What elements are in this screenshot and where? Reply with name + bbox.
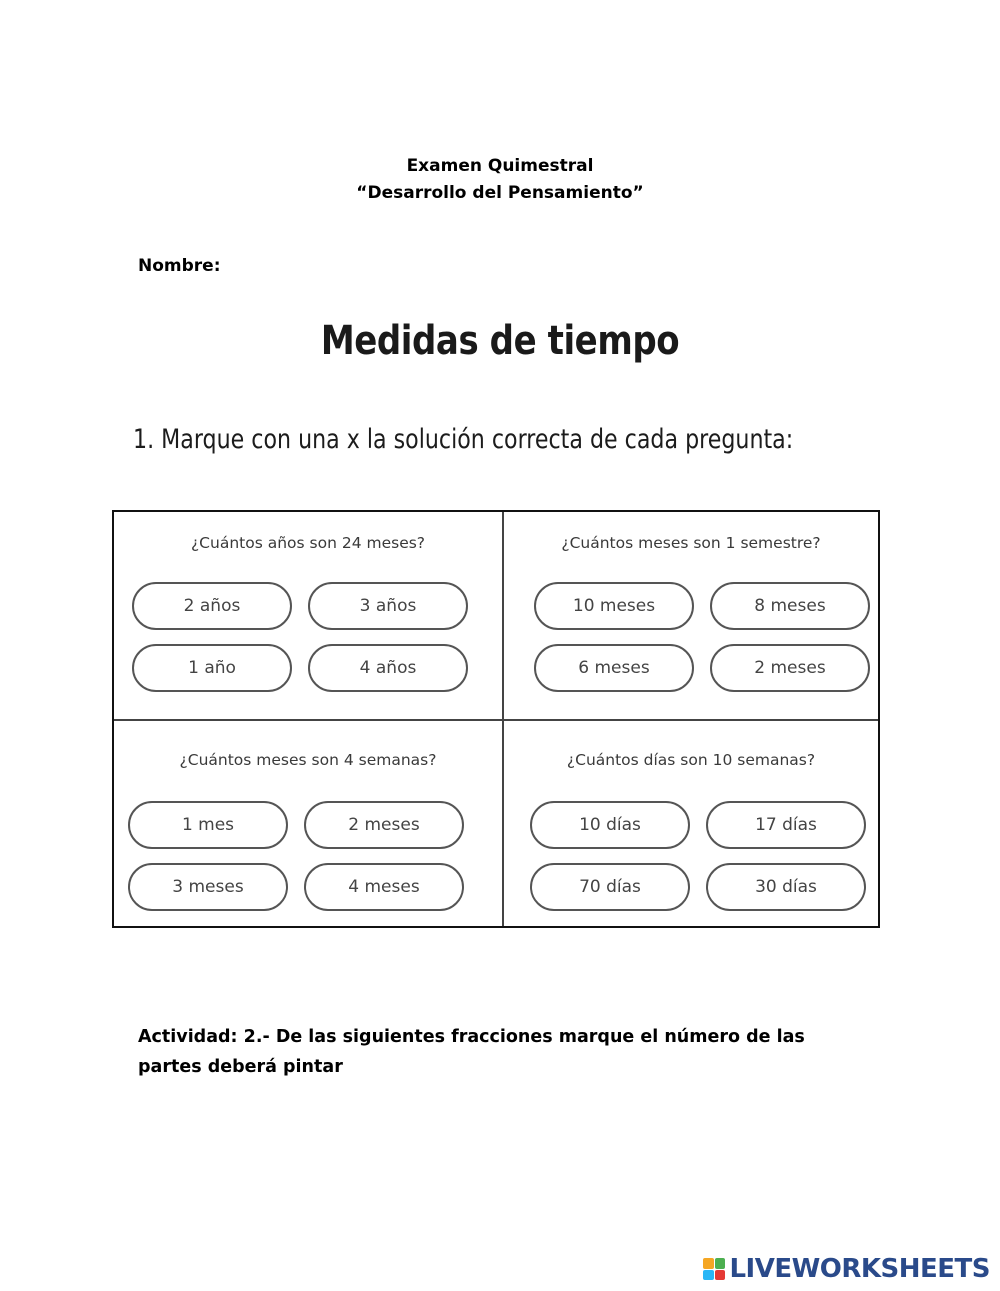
- question-cell: [504, 512, 878, 721]
- answer-option[interactable]: 3 años: [308, 582, 468, 630]
- question-grid: [112, 510, 880, 928]
- answer-option[interactable]: 10 días: [530, 801, 690, 849]
- answer-option[interactable]: 2 años: [132, 582, 292, 630]
- activity-text: Actividad: 2.- De las siguientes fracciones marque el número de las partes deberá pintar: [138, 1027, 805, 1077]
- title-line-1: Examen Quimestral: [406, 156, 594, 176]
- answer-option[interactable]: 6 meses: [534, 644, 694, 692]
- logo-tile: [703, 1270, 714, 1281]
- options: [132, 582, 468, 692]
- answer-option[interactable]: 1 mes: [128, 801, 288, 849]
- options: [534, 582, 870, 692]
- options: [128, 801, 464, 911]
- answer-option[interactable]: 1 año: [132, 644, 292, 692]
- answer-option[interactable]: 2 meses: [710, 644, 870, 692]
- brand-text: LIVEWORKSHEETS: [729, 1254, 990, 1284]
- name-label: Nombre:: [138, 256, 221, 276]
- question-text: ¿Cuántos años son 24 meses?: [190, 534, 426, 552]
- question-cell: [114, 512, 504, 721]
- answer-option[interactable]: 3 meses: [128, 863, 288, 911]
- brand-logo-icon: [703, 1258, 725, 1280]
- answer-option[interactable]: 2 meses: [304, 801, 464, 849]
- brand[interactable]: [703, 1254, 990, 1284]
- answer-option[interactable]: 8 meses: [710, 582, 870, 630]
- answer-option[interactable]: 30 días: [706, 863, 866, 911]
- title-line-2: “Desarrollo del Pensamiento”: [356, 183, 644, 203]
- answer-option[interactable]: 4 años: [308, 644, 468, 692]
- question-text: ¿Cuántos días son 10 semanas?: [566, 751, 816, 769]
- instruction: 1. Marque con una x la solución correcta de cada pregunta:: [133, 424, 794, 455]
- question-cell: [114, 721, 504, 926]
- logo-tile: [715, 1270, 726, 1281]
- answer-option[interactable]: 70 días: [530, 863, 690, 911]
- answer-option[interactable]: 17 días: [706, 801, 866, 849]
- logo-tile: [703, 1258, 714, 1269]
- logo-tile: [715, 1258, 726, 1269]
- question-cell: [504, 721, 878, 926]
- answer-option[interactable]: 4 meses: [304, 863, 464, 911]
- options: [530, 801, 866, 911]
- answer-option[interactable]: 10 meses: [534, 582, 694, 630]
- question-text: ¿Cuántos meses son 1 semestre?: [561, 534, 821, 552]
- section-heading: Medidas de tiempo: [320, 318, 680, 364]
- question-text: ¿Cuántos meses son 4 semanas?: [179, 751, 437, 769]
